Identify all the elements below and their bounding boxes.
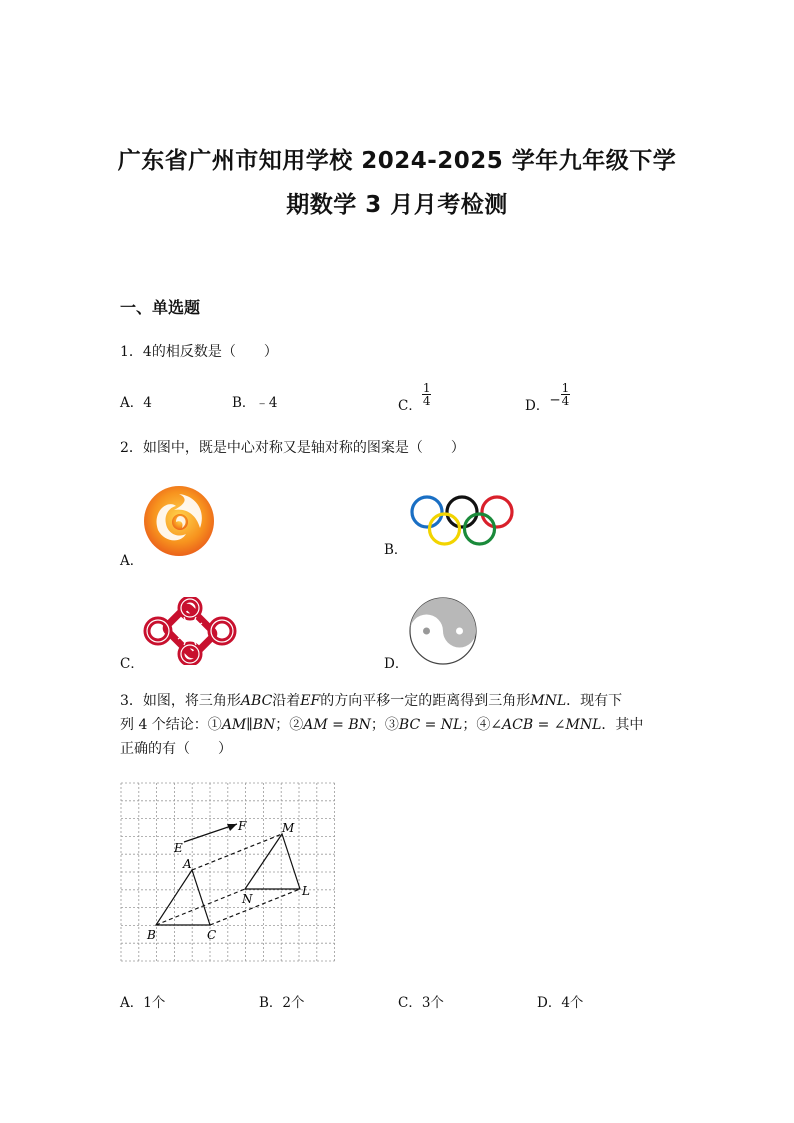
page-title-line1: 广东省广州市知用学校 2024-2025 学年九年级下学	[117, 148, 677, 174]
label-e: E	[174, 841, 183, 855]
q3-stem-line1: 3．如图，将三角形ABC沿着EF的方向平移一定的距离得到三角形MNL．现有下	[120, 693, 623, 709]
q1-option-d: D．− $\frac{1}{4}$	[525, 381, 570, 414]
q3-stem-line3: 正确的有（ ）	[120, 741, 232, 757]
q1-stem: 1．4的相反数是（ ）	[120, 344, 278, 360]
q2-option-b-label: B．	[384, 542, 408, 558]
q1-option-b: B．﹣4	[232, 395, 278, 411]
label-c: C	[207, 928, 217, 942]
fraction: $\frac{1}{4}$	[561, 381, 570, 408]
page-title-line2: 期数学 3 月月考检测	[286, 192, 508, 218]
label-l: L	[302, 884, 310, 898]
q1-option-c: C． $\frac{1}{4}$	[398, 381, 431, 414]
q3-option-d: D．4个	[537, 995, 584, 1011]
q3-option-a: A．1个	[120, 995, 166, 1011]
label-b: B	[147, 928, 156, 942]
section-heading: 一、单选题	[120, 298, 201, 317]
label-a: A	[183, 857, 192, 871]
phoenix-logo-icon	[142, 484, 216, 558]
label-m: M	[282, 821, 295, 835]
q2-stem: 2．如图中，既是中心对称又是轴对称的图案是（ ）	[120, 440, 465, 456]
fraction: $\frac{1}{4}$	[422, 381, 431, 408]
yin-yang-icon	[408, 596, 478, 666]
label-f: F	[238, 819, 247, 833]
q1-option-a: A．4	[120, 395, 152, 411]
q2-option-c-label: C．	[120, 656, 144, 672]
chinese-knot-icon	[142, 597, 238, 665]
q2-option-a-label: A．	[120, 553, 144, 569]
q3-stem-line2: 列 4 个结论：①AM∥BN；②AM = BN；③BC = NL；④∠ACB = ∠MNL．其中	[120, 717, 644, 733]
label-n: N	[242, 892, 253, 906]
q3-option-b: B．2个	[259, 995, 305, 1011]
olympic-rings-icon	[408, 493, 518, 551]
q3-option-c: C．3个	[398, 995, 444, 1011]
q2-option-d-label: D．	[384, 656, 409, 672]
translation-grid-figure	[120, 782, 338, 964]
